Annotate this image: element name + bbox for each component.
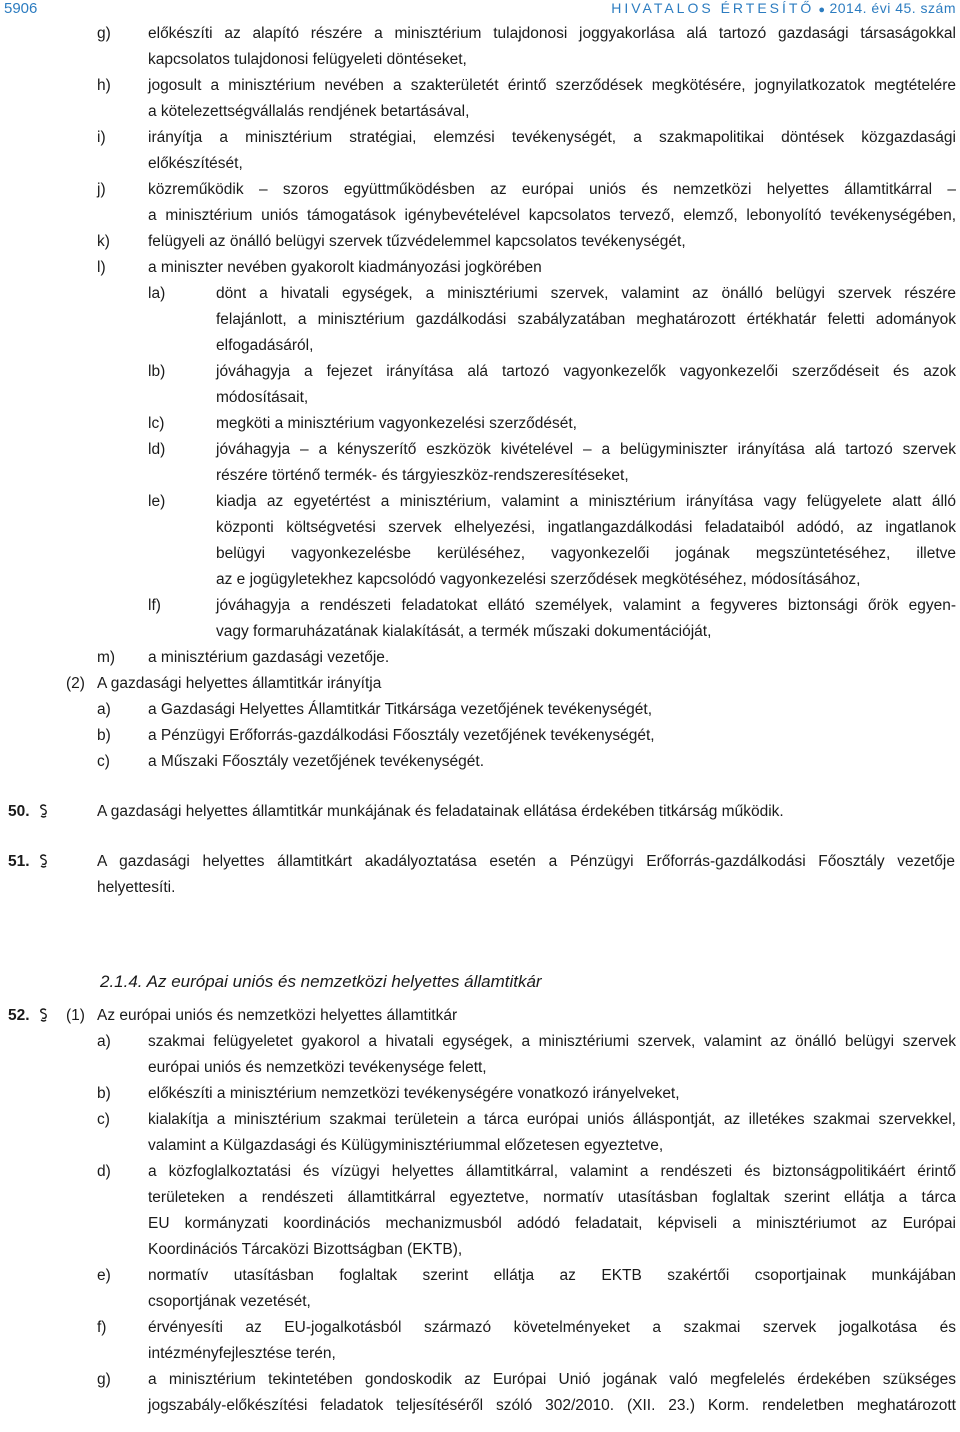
section-sign-icon xyxy=(38,1008,49,1021)
item-label: lc) xyxy=(148,415,165,432)
item-label: (1) xyxy=(66,1007,85,1024)
section-number: 50. xyxy=(8,803,30,820)
text-line: európai uniós és nemzetközi tevékenysége felett, xyxy=(148,1059,487,1076)
item-label: b) xyxy=(97,1085,111,1102)
text-line: EU kormányzati koordinációs mechanizmusból adódó feladatait, képviseli a minisztériumot az Európai xyxy=(148,1215,956,1232)
text-line: területeken a rendészeti államtitkárral egyeztetve, normatív utasításban foglaltak szerint ellátja a tárca xyxy=(148,1189,956,1206)
text-line: normatív utasításban foglaltak szerint ellátja az EKTB szakértői csoportjainak munkájában xyxy=(148,1267,956,1284)
text-line: valamint a Külgazdasági és Külügyminisztériummal előzetesen egyeztetve, xyxy=(148,1137,664,1154)
item-label: d) xyxy=(97,1163,111,1180)
text-line: részére történő termék- és tárgyieszköz-rendszeresítéseket, xyxy=(216,467,629,484)
text-line: felajánlott, a minisztérium gazdálkodási szabályzatában meghatározott értékhatár feletti adományok xyxy=(216,311,956,328)
text-line: a minisztérium uniós támogatások igénybevételével kapcsolatos tervező, elemző, lebonyolító tevékenységében, xyxy=(148,207,956,224)
item-label: la) xyxy=(148,285,166,302)
text-line: helyettesíti. xyxy=(97,879,176,896)
text-line: a Gazdasági Helyettes Államtitkár Titkársága vezetőjének tevékenységét, xyxy=(148,701,653,718)
text-line: a közfoglalkoztatási és vízügyi helyettes államtitkárral, valamint a rendészeti és biztonságpolitikáért érintő xyxy=(148,1163,956,1180)
text-line: a kötelezettségvállalás rendjének betartásával, xyxy=(148,103,470,120)
item-label: c) xyxy=(97,1111,110,1128)
section-sign-icon xyxy=(38,854,49,867)
text-line: központi költségvetési szervek elhelyezési, ingatlangazdálkodási feladataiból adódó, az ingatlanok xyxy=(216,519,956,536)
item-label: lb) xyxy=(148,363,166,380)
text-line: Koordinációs Tárcaközi Bizottságban (EKTB), xyxy=(148,1241,463,1258)
section-number: 51. xyxy=(8,853,30,870)
item-label: h) xyxy=(97,77,111,94)
text-line: belügyi vagyonkezelésbe kerüléséhez, vagyonkezelői jogának megszüntetéséhez, illetve xyxy=(216,545,956,562)
text-line: a minisztérium tekintetében gondoskodik az Európai Unió jogának való megfelelés érdekében szükséges xyxy=(148,1371,956,1388)
text-line: előkészíti a minisztérium nemzetközi tevékenységére vonatkozó irányelveket, xyxy=(148,1085,680,1102)
text-line: kapcsolatos tulajdonosi felügyeleti döntéseket, xyxy=(148,51,467,68)
text-line: közreműködik – szoros együttműködésben az európai uniós és nemzetközi helyettes államtitkárral – xyxy=(148,181,956,198)
item-label: e) xyxy=(97,1267,111,1284)
text-line: kiadja az egyetértést a minisztérium, valamint a minisztérium irányítása vagy felügyelete alatt álló xyxy=(216,493,956,510)
item-label: g) xyxy=(97,1371,111,1388)
text-line: jóváhagyja a fejezet irányítása alá tartozó vagyonkezelők vagyonkezelői szerződéseit és azok xyxy=(216,363,956,380)
journal-issue: 2014. évi 45. szám xyxy=(829,0,956,16)
text-line: A gazdasági helyettes államtitkár irányítja xyxy=(97,675,382,692)
text-line: jogszabály-előkészítési feladatok teljesítéséről szóló 302/2010. (XII. 23.) Korm. rendeletben meghatározott xyxy=(148,1397,956,1414)
section-heading: 2.1.4. Az európai uniós és nemzetközi helyettes államtitkár xyxy=(100,972,542,991)
item-label: le) xyxy=(148,493,166,510)
section-sign-icon xyxy=(38,804,49,817)
item-label: c) xyxy=(97,753,110,770)
item-label: (2) xyxy=(66,675,85,692)
item-label: ld) xyxy=(148,441,166,458)
text-line: szakmai felügyeletet gyakorol a hivatali egységek, a minisztériumi szervek, valamint az önálló belügyi szervek xyxy=(148,1033,956,1050)
text-line: dönt a hivatali egységek, a minisztériumi szervek, valamint az önálló belügyi szervek részére xyxy=(216,285,956,302)
text-line: elfogadásáról, xyxy=(216,337,314,354)
bullet-icon: ● xyxy=(818,4,826,16)
text-line: érvényesíti az EU-jogalkotásból származó követelményeket a szakmai szervek jogalkotása és xyxy=(148,1319,956,1336)
text-line: a miniszter nevében gyakorolt kiadmányozási jogkörében xyxy=(148,259,542,276)
text-line: jóváhagyja – a kényszerítő eszközök kivételével – a belügyminiszter irányítása alá tartozó szervek xyxy=(216,441,956,458)
item-label: a) xyxy=(97,701,111,718)
text-line: megköti a minisztérium vagyonkezelési szerződését, xyxy=(216,415,577,432)
text-line: előkészítését, xyxy=(148,155,243,172)
page-header xyxy=(0,0,960,18)
item-label: g) xyxy=(97,25,111,42)
text-line: előkészíti az alapító részére a minisztérium tulajdonosi joggyakorlása alá tartozó gazdasági társaságokkal xyxy=(148,25,956,42)
item-label: b) xyxy=(97,727,111,744)
text-line: irányítja a minisztérium stratégiai, elemzési tevékenységét, a szakmapolitikai döntések közgazdasági xyxy=(148,129,956,146)
item-label: k) xyxy=(97,233,110,250)
section-number: 52. xyxy=(8,1007,30,1024)
text-line: vagy formaruházatának kialakítását, a termék műszaki dokumentációját, xyxy=(216,623,712,640)
text-line: jogosult a minisztérium nevében a szakterületét érintő szerződések megkötésére, jognyilatkozatok megtételére xyxy=(148,77,956,94)
text-line: a Pénzügyi Erőforrás-gazdálkodási Főosztály vezetőjének tevékenységét, xyxy=(148,727,655,744)
text-line: A gazdasági helyettes államtitkárt akadályoztatása esetén a Pénzügyi Erőforrás-gazdálkodási Főosztály vezetője xyxy=(97,853,955,870)
text-line: kialakítja a minisztérium szakmai területein a tárca európai uniós álláspontját, az illetékes szakmai szervekkel, xyxy=(148,1111,956,1128)
text-line: jóváhagyja a rendészeti feladatokat ellátó személyek, valamint a fegyveres biztonsági őrök egyen- xyxy=(216,597,956,614)
text-line: intézményfejlesztése terén, xyxy=(148,1345,336,1362)
item-label: a) xyxy=(97,1033,111,1050)
item-label: l) xyxy=(97,259,106,276)
text-line: csoportjának vezetését, xyxy=(148,1293,311,1310)
text-line: A gazdasági helyettes államtitkár munkájának és feladatainak ellátása érdekében titkárság működik. xyxy=(97,803,784,820)
journal-title: HIVATALOS ÉRTESÍTŐ xyxy=(611,0,815,16)
item-label: j) xyxy=(97,181,106,198)
journal-info xyxy=(611,0,956,16)
text-line: az e jogügyletekhez kapcsolódó vagyonkezelési szerződések megkötéséhez, módosításához, xyxy=(216,571,861,588)
item-label: f) xyxy=(97,1319,107,1336)
item-label: i) xyxy=(97,129,106,146)
text-line: a minisztérium gazdasági vezetője. xyxy=(148,649,390,666)
page-number: 5906 xyxy=(4,0,38,17)
text-line: a Műszaki Főosztály vezetőjének tevékenységét. xyxy=(148,753,485,770)
text-line: felügyeli az önálló belügyi szervek tűzvédelemmel kapcsolatos tevékenységét, xyxy=(148,233,686,250)
text-line: módosításait, xyxy=(216,389,309,406)
item-label: m) xyxy=(97,649,116,666)
item-label: lf) xyxy=(148,597,161,614)
text-line: Az európai uniós és nemzetközi helyettes államtitkár xyxy=(97,1007,458,1024)
